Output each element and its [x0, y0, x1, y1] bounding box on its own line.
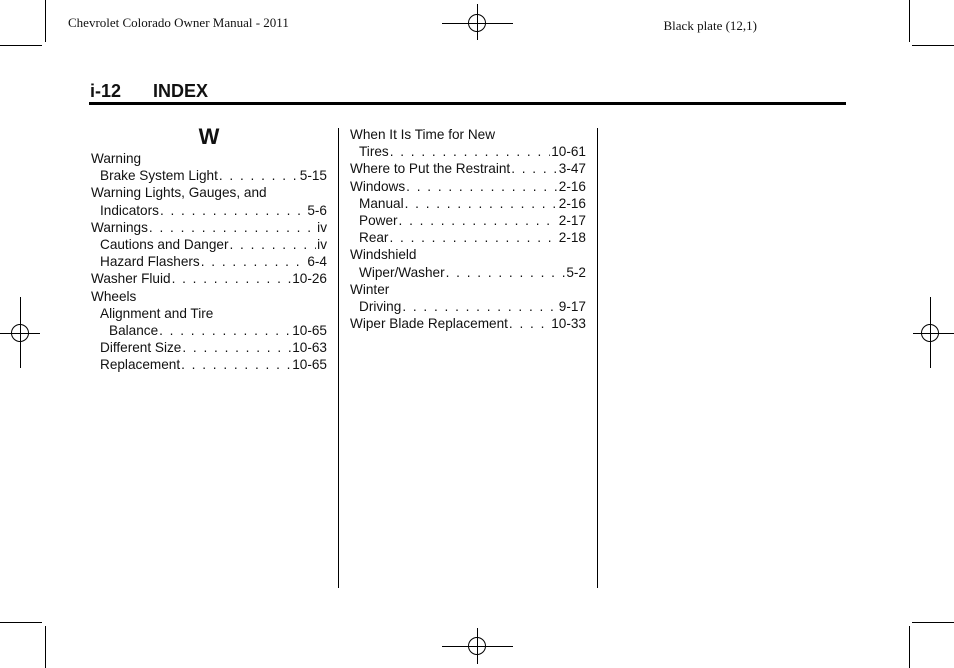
index-entry [350, 298, 586, 315]
dot-leader [201, 253, 307, 270]
registration-mark-line [913, 333, 954, 334]
index-entry [91, 219, 327, 236]
index-entry-text: Power [359, 213, 398, 229]
index-entry-text: Rear [359, 230, 389, 246]
index-entry-text: Different Size [100, 340, 182, 356]
index-entry [91, 288, 327, 305]
dot-leader [446, 264, 566, 281]
dot-leader [406, 178, 558, 195]
dot-leader [509, 315, 550, 332]
index-entry-page: iv [317, 219, 327, 235]
dot-leader [159, 322, 291, 339]
dot-leader [511, 160, 558, 177]
dot-leader [399, 212, 558, 229]
index-entry-text: Warning Lights, Gauges, and [91, 185, 267, 201]
index-entry-text: Where to Put the Restraint [350, 161, 511, 177]
index-entry-page: 2-16 [558, 178, 586, 194]
index-entry-text: Wiper Blade Replacement [350, 316, 508, 332]
index-entry [91, 339, 327, 356]
index-entry-text: Hazard Flashers [100, 254, 200, 270]
index-entry [350, 160, 586, 177]
index-entry-page: 10-33 [551, 316, 586, 332]
index-entry-text: Warnings [91, 219, 148, 235]
index-entry-text: Windows [350, 178, 406, 194]
index-entry [91, 236, 327, 253]
crop-mark [45, 0, 46, 42]
dot-leader [181, 356, 291, 373]
index-entry-text: Alignment and Tire [100, 305, 214, 321]
column-divider [597, 128, 598, 588]
dot-leader [389, 229, 557, 246]
index-entry-page: 6-4 [307, 254, 327, 270]
index-entry-page: 10-63 [292, 340, 327, 356]
index-entry [91, 253, 327, 270]
index-entry-page: 9-17 [558, 299, 586, 315]
index-entry-list [350, 126, 586, 332]
dot-leader [160, 202, 306, 219]
dot-leader [229, 236, 316, 253]
dot-leader [405, 195, 558, 212]
index-entry-page: 5-15 [299, 168, 327, 184]
crop-mark [912, 622, 954, 623]
crop-mark [909, 626, 910, 668]
index-entry-page: 5-2 [566, 264, 586, 280]
index-column-2 [350, 126, 586, 332]
index-entry-page: 3-47 [558, 161, 586, 177]
index-entry-text: When It Is Time for New [350, 127, 496, 142]
index-entry [91, 270, 327, 287]
index-entry-text: Winter [350, 281, 390, 297]
index-entry-text: Manual [359, 195, 404, 211]
index-entry-page: 10-61 [551, 144, 586, 160]
dot-leader [402, 298, 557, 315]
index-entry-list [91, 150, 327, 374]
letter-heading: W [198, 124, 220, 149]
dot-leader [172, 270, 292, 287]
index-entry-text: Wiper/Washer [359, 264, 445, 280]
index-entry [350, 264, 586, 281]
index-entry [91, 356, 327, 373]
index-entry [350, 229, 586, 246]
registration-mark-line [20, 297, 21, 368]
document-title: Chevrolet Colorado Owner Manual - 2011 [68, 15, 289, 30]
index-entry [350, 315, 586, 332]
index-entry [91, 202, 327, 219]
index-entry [91, 150, 327, 167]
index-entry-page: 2-16 [558, 195, 586, 211]
page-title: INDEX [153, 81, 209, 101]
crop-mark [912, 45, 954, 46]
index-entry [91, 322, 327, 339]
index-entry [350, 246, 586, 263]
title-rule [89, 102, 846, 105]
index-entry [350, 195, 586, 212]
index-entry-text: Indicators [100, 202, 159, 218]
index-column-1 [91, 124, 327, 374]
column-divider [338, 128, 339, 588]
index-entry-page: 2-18 [558, 230, 586, 246]
index-entry-page: 10-65 [292, 323, 327, 339]
page-number: i-12 [90, 81, 122, 101]
index-entry-text: Balance [109, 323, 159, 339]
index-entry-text: Brake System Light [100, 168, 218, 184]
index-entry-page: 10-65 [292, 357, 327, 373]
index-entry-text: Washer Fluid [91, 271, 171, 287]
crop-mark [0, 45, 42, 46]
index-entry [350, 178, 586, 195]
crop-mark [45, 626, 46, 668]
index-entry-text: Wheels [91, 288, 137, 304]
dot-leader [182, 339, 291, 356]
index-entry-page: 5-6 [307, 202, 327, 218]
plate-label: Black plate (12,1) [663, 18, 757, 33]
index-entry-page: iv [317, 237, 327, 253]
registration-mark-line [477, 628, 478, 664]
index-entry-text: Cautions and Danger [100, 237, 229, 253]
registration-mark-line [930, 297, 931, 368]
index-entry-text: Warning [91, 151, 142, 166]
dot-leader [219, 167, 299, 184]
index-entry [91, 184, 327, 201]
index-entry [91, 167, 327, 184]
index-entry [350, 281, 586, 298]
index-entry [350, 212, 586, 229]
index-entry [91, 305, 327, 322]
index-entry-text: Tires [359, 144, 389, 160]
index-entry-page: 2-17 [558, 213, 586, 229]
dot-leader [390, 143, 551, 160]
dot-leader [149, 219, 316, 236]
crop-mark [909, 0, 910, 42]
crop-mark [0, 622, 42, 623]
index-entry [350, 126, 586, 143]
index-entry-text: Driving [359, 299, 402, 315]
index-entry-text: Replacement [100, 357, 181, 373]
index-entry-text: Windshield [350, 247, 417, 263]
index-entry-page: 10-26 [292, 271, 327, 287]
index-entry [350, 143, 586, 160]
registration-mark-line [477, 4, 478, 40]
